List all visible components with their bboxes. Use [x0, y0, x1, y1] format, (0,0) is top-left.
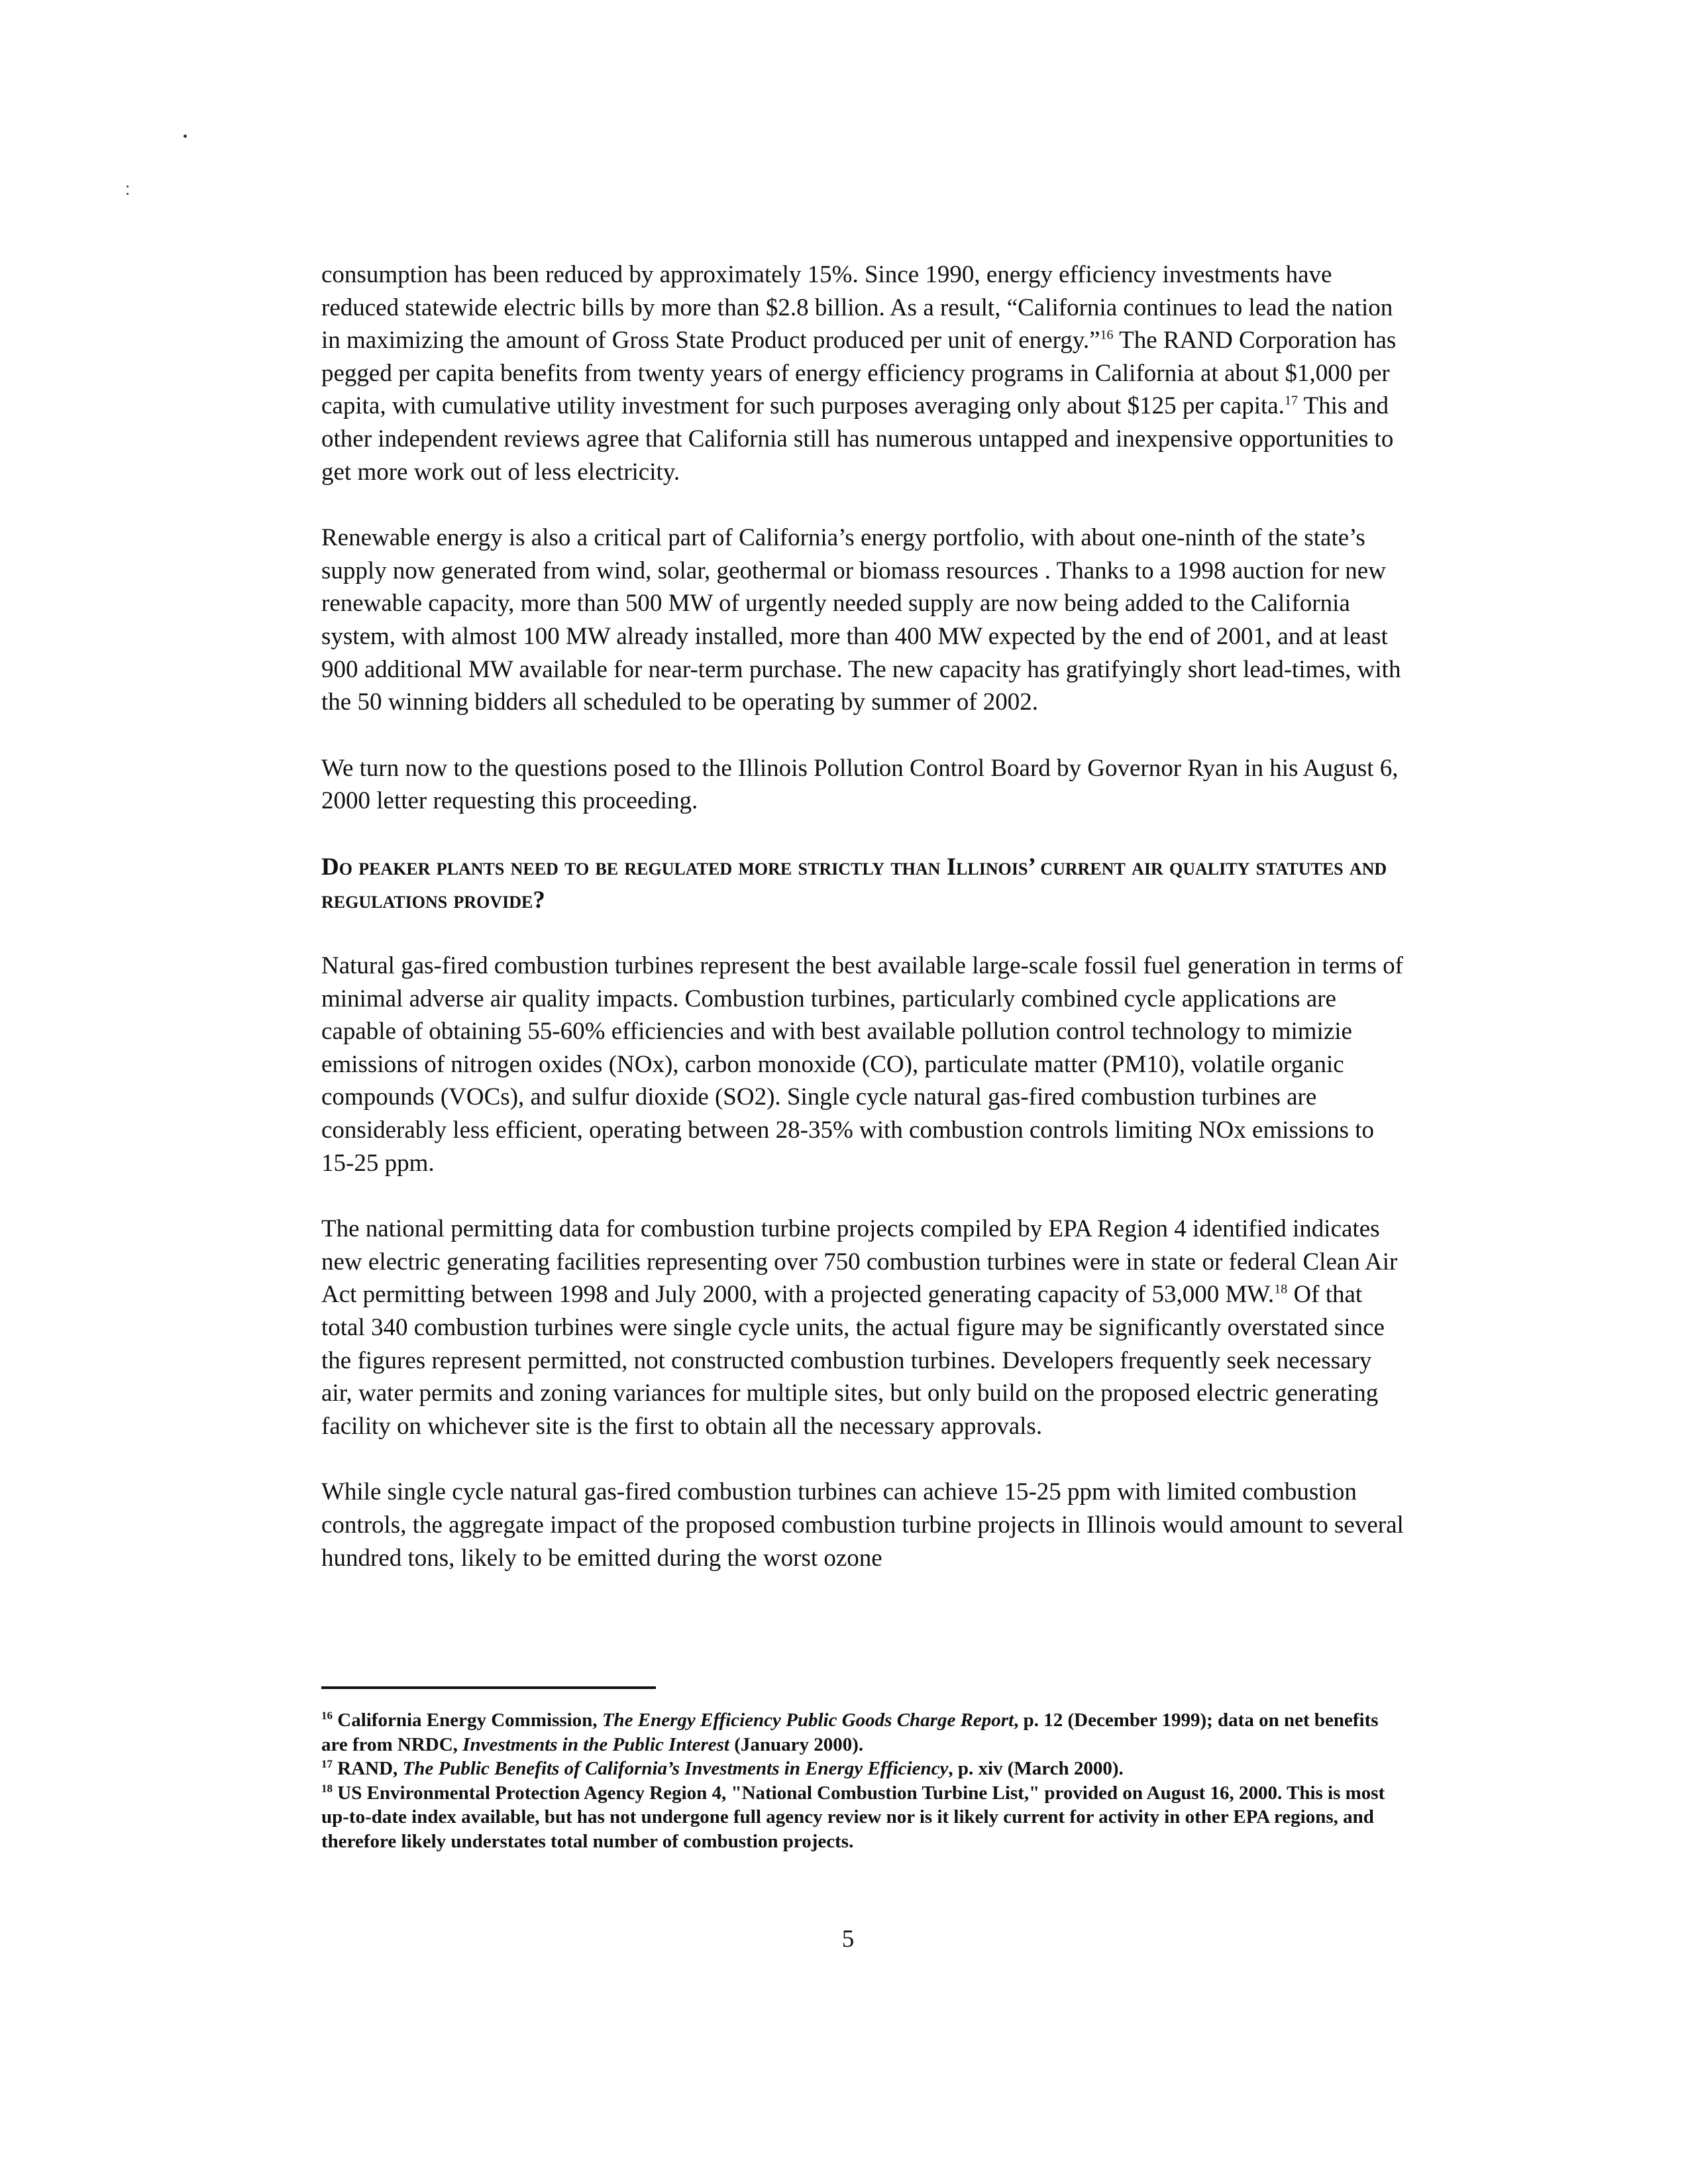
- footnote-marker: 16: [321, 1709, 333, 1722]
- italic-title: Investments in the Public Interest: [462, 1733, 729, 1755]
- text-run: , p. 12 (December 1999); data on net benefits are from NRDC,: [321, 1710, 1379, 1755]
- text-run: We turn now to the questions posed to the Illinois Pollution Control Board by Governor Ryan in his August 6, 2000 letter requesting this proceeding.: [321, 754, 1399, 815]
- italic-title: The Energy Efficiency Public Goods Charge Report: [602, 1710, 1014, 1731]
- scan-speck: [127, 186, 129, 188]
- footnote-marker: 17: [1284, 394, 1298, 409]
- body-paragraph: [321, 1213, 1404, 1443]
- footnote: [321, 1781, 1408, 1854]
- footnote: [321, 1708, 1408, 1757]
- footnote-marker: 18: [1274, 1282, 1288, 1297]
- text-run: RAND,: [333, 1758, 403, 1780]
- paragraphs-after: [321, 950, 1404, 1574]
- footnote: [321, 1757, 1408, 1781]
- body-paragraph: [321, 752, 1404, 818]
- text-run: , p. xiv (March 2000).: [948, 1758, 1124, 1780]
- body-text: [321, 258, 1404, 1608]
- page-number: 5: [841, 1926, 855, 1953]
- footnotes: [321, 1708, 1408, 1854]
- footnote-separator: [321, 1686, 656, 1689]
- footnote-marker: 16: [1100, 327, 1114, 343]
- text-run: The RAND Corporation has pegged per capita benefits from twenty years of energy efficiency programs in California at about $1,000 per capita, with cumulative utility investment for such purposes averaging only about $125 per capita.: [321, 327, 1397, 420]
- text-run: Natural gas-fired combustion turbines represent the best available large-scale fossil fuel generation in terms of minimal adverse air quality impacts. Combustion turbines, particularly combined cycle applications are capable of obtaining 55-60% efficiencies and with best available pollution control technology to mimizie emissions of nitrogen oxides (NOx), carbon monoxide (CO), particulate matter (PM10), volatile organic compounds (VOCs), and sulfur dioxide (SO2). Single cycle natural gas-fired combustion turbines are considerably less efficient, operating between 28-35% with combustion controls limiting NOx emissions to 15-25 ppm.: [321, 952, 1403, 1177]
- body-paragraph: [321, 950, 1404, 1179]
- body-paragraph: [321, 1476, 1404, 1574]
- body-paragraph: [321, 521, 1404, 719]
- section-heading: Do peaker plants need to be regulated more strictly than Illinois’ current air quality statutes and regulations provide?: [321, 853, 1387, 914]
- text-run: This and other independent reviews agree that California still has numerous untapped and inexpensive opportunities to get more work out of less electricity.: [321, 392, 1394, 486]
- scan-speck: [127, 193, 129, 195]
- text-run: consumption has been reduced by approximately 15%. Since 1990, energy efficiency investments have reduced statewide electric bills by more than $2.8 billion. As a result, “California continues to lead the nation in maximizing the amount of Gross State Product produced per unit of energy.”: [321, 261, 1393, 355]
- footnote-marker: 18: [321, 1782, 333, 1795]
- text-run: While single cycle natural gas-fired combustion turbines can achieve 15-25 ppm with limited combustion controls, the aggregate impact of the proposed combustion turbine projects in Illinois would amount to several hundred tons, likely to be emitted during the worst ozone: [321, 1478, 1404, 1572]
- body-paragraph: [321, 258, 1404, 488]
- scan-speck: [184, 135, 187, 138]
- text-run: California Energy Commission,: [333, 1710, 602, 1731]
- footnote-marker: 17: [321, 1757, 333, 1771]
- text-run: Of that total 340 combustion turbines were single cycle units, the actual figure may be significantly overstated since the figures represent permitted, not constructed combustion turbines. Developers frequently seek necessary air, water permits and zoning variances for multiple sites, but only build on the proposed electric generating facility on whichever site is the first to obtain all the necessary approvals.: [321, 1281, 1385, 1440]
- text-run: Renewable energy is also a critical part of California’s energy portfolio, with about one-ninth of the state’s supply now generated from wind, solar, geothermal or biomass resources . Thanks to a 1998 auction for new renewable capacity, more than 500 MW of urgently needed supply are now being added to the California system, with almost 100 MW already installed, more than 400 MW expected by the end of 2001, and at least 900 additional MW available for near-term purchase. The new capacity has gratifyingly short lead-times, with the 50 winning bidders all scheduled to be operating by summer of 2002.: [321, 524, 1401, 716]
- italic-title: The Public Benefits of California’s Investments in Energy Efficiency: [402, 1758, 949, 1780]
- text-run: US Environmental Protection Agency Region 4, "National Combustion Turbine List," provided on August 16, 2000. This is most up-to-date index available, but has not undergone full agency review nor is it likely current for activity in other EPA regions, and therefore likely understates total number of combustion projects.: [321, 1782, 1385, 1852]
- text-run: The national permitting data for combustion turbine projects compiled by EPA Region 4 identified indicates new electric generating facilities representing over 750 combustion turbines were in state or federal Clean Air Act permitting between 1998 and July 2000, with a projected generating capacity of 53,000 MW.: [321, 1215, 1398, 1309]
- text-run: (January 2000).: [729, 1733, 864, 1755]
- paragraphs-before: [321, 258, 1404, 818]
